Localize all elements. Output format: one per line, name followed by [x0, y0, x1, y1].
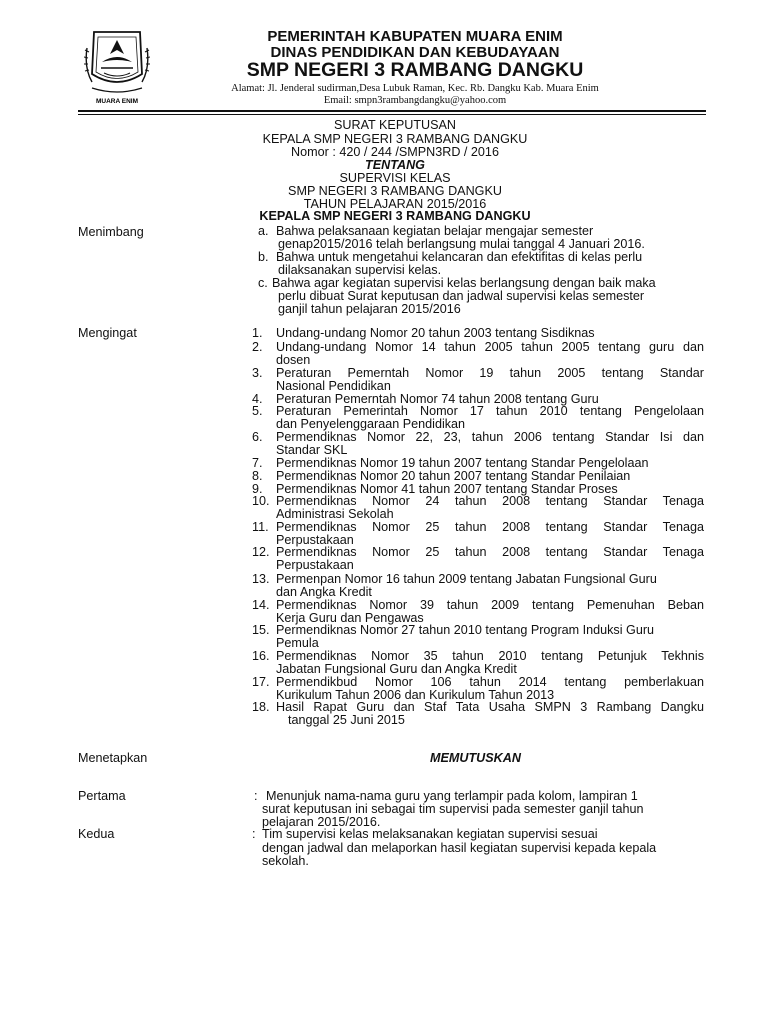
list-item-line: Permendiknas Nomor 41 tahun 2007 tentang Standar Proses — [276, 482, 618, 496]
list-item-number: 18. — [252, 700, 270, 714]
list-item-line: Peraturan Pemerntah Nomor 19 tahun 2005 tentang Standar — [276, 366, 704, 380]
list-item-number: 13. — [252, 572, 270, 586]
list-item-line: Kerja Guru dan Pengawas — [276, 611, 424, 625]
list-item-number: 17. — [252, 675, 270, 689]
kedua-colon: : — [252, 827, 256, 841]
pertama-line: Menunjuk nama-nama guru yang terlampir pada kolom, lampiran 1 — [266, 789, 638, 803]
list-item-number: 1. — [252, 326, 263, 340]
list-item-number: 11. — [252, 520, 269, 534]
list-item-line: Hasil Rapat Guru dan Staf Tata Usaha SMPN 3 Rambang Dangku — [276, 700, 704, 714]
list-item-line: Peraturan Pemerintah Nomor 17 tahun 2010 tentang Pengelolaan — [276, 404, 704, 418]
pertama-colon: : — [254, 789, 258, 803]
list-item-line: dosen — [276, 353, 311, 367]
list-item-number: 15. — [252, 623, 270, 637]
list-item-line: Permendiknas Nomor 22, 23, tahun 2006 tentang Standar Isi dan — [276, 430, 704, 444]
list-item-number: 4. — [252, 392, 263, 406]
kedua-line: dengan jadwal dan melaporkan hasil kegiatan supervisi kepada kepala — [262, 841, 657, 855]
list-item-number: 7. — [252, 456, 263, 470]
list-item-line: Standar SKL — [276, 443, 348, 457]
list-item-number: 10. — [252, 494, 270, 508]
muara-enim-emblem-icon — [84, 28, 150, 108]
decision-heading: MEMUTUSKAN — [430, 751, 521, 765]
list-item-line: dan Penyelenggaraan Pendidikan — [276, 417, 466, 431]
pertama-label: Pertama — [78, 789, 126, 803]
list-item-number: 6. — [252, 430, 263, 444]
list-item-number: 9. — [252, 482, 263, 496]
menimbang-label: Menimbang — [78, 225, 144, 239]
agency-name: DINAS PENDIDIKAN DAN KEBUDAYAAN — [270, 44, 560, 61]
mengingat-label: Mengingat — [78, 326, 137, 340]
kedua-line: Tim supervisi kelas melaksanakan kegiatan supervisi sesuai — [262, 827, 598, 841]
list-item-line: Undang-undang Nomor 20 tahun 2003 tentang Sisdiknas — [276, 326, 595, 340]
list-item-number: b. — [258, 250, 269, 264]
kedua-label: Kedua — [78, 827, 115, 841]
letterhead-rule-thin — [78, 114, 706, 115]
list-item-number: 2. — [252, 340, 263, 354]
logo-caption: MUARA ENIM — [95, 98, 139, 105]
decree-type: SURAT KEPUTUSAN — [334, 118, 456, 132]
list-item-number: 5. — [252, 404, 263, 418]
pertama-line: surat keputusan ini sebagai tim supervisi pada semester ganjil tahun — [262, 802, 644, 816]
school-name: SMP NEGERI 3 RAMBANG DANGKU — [246, 59, 584, 81]
list-item-line: Permendiknas Nomor 20 tahun 2007 tentang Standar Penilaian — [276, 469, 631, 483]
list-item-line: Permendikbud Nomor 106 tahun 2014 tentang pemberlakuan — [276, 675, 704, 689]
list-item-line: tanggal 25 Juni 2015 — [288, 713, 405, 727]
list-item-line: Permendiknas Nomor 25 tahun 2008 tentang Standar Tenaga — [276, 545, 704, 559]
list-item-line: Kurikulum Tahun 2006 dan Kurikulum Tahun 2013 — [276, 688, 555, 702]
list-item-line: Permenpan Nomor 16 tahun 2009 tentang Jabatan Fungsional Guru — [276, 572, 657, 586]
subject-line: SUPERVISI KELAS — [339, 171, 451, 185]
list-item-line: Jabatan Fungsional Guru dan Angka Kredit — [276, 662, 517, 676]
list-item-number: 12. — [252, 545, 270, 559]
list-item-line: Permendiknas Nomor 39 tahun 2009 tentang Pemenuhan Beban — [276, 598, 704, 612]
list-item-line: Bahwa pelaksanaan kegiatan belajar mengajar semester — [276, 224, 594, 238]
list-item-line: Peraturan Pemerntah Nomor 74 tahun 2008 tentang Guru — [276, 392, 599, 406]
list-item-line: Pemula — [276, 636, 319, 650]
pertama-line: pelajaran 2015/2016. — [262, 815, 381, 829]
decree-number: Nomor : 420 / 244 /SMPN3RD / 2016 — [291, 145, 499, 159]
list-item-line: genap2015/2016 telah berlangsung mulai tanggal 4 Januari 2016. — [278, 237, 645, 251]
list-item-line: perlu dibuat Surat keputusan dan jadwal supervisi kelas semester — [278, 289, 645, 303]
kedua-line: sekolah. — [262, 854, 309, 868]
government-name: PEMERINTAH KABUPATEN MUARA ENIM — [267, 28, 563, 45]
list-item-number: a. — [258, 224, 269, 238]
school-address: Alamat: Jl. Jenderal sudirman,Desa Lubuk Raman, Kec. Rb. Dangku Kab. Muara Enim — [231, 83, 599, 94]
list-item-line: Nasional Pendidikan — [276, 379, 391, 393]
list-item-line: Undang-undang Nomor 14 tahun 2005 tahun 2005 tentang guru dan — [276, 340, 704, 354]
list-item-line: Permendiknas Nomor 25 tahun 2008 tentang Standar Tenaga — [276, 520, 704, 534]
list-item-line: Permendiknas Nomor 35 tahun 2010 tentang Petunjuk Tekhnis — [276, 649, 704, 663]
list-item-number: c. — [258, 276, 268, 290]
list-item-line: Perpustakaan — [276, 533, 354, 547]
list-item-line: Permendiknas Nomor 27 tahun 2010 tentang Program Induksi Guru — [276, 623, 655, 637]
list-item-number: 14. — [252, 598, 270, 612]
list-item-line: Permendiknas Nomor 19 tahun 2007 tentang Standar Pengelolaan — [276, 456, 649, 470]
decree-authority: KEPALA SMP NEGERI 3 RAMBANG DANGKU — [259, 209, 531, 223]
list-item-number: 8. — [252, 469, 263, 483]
letterhead — [0, 0, 768, 118]
subject-school: SMP NEGERI 3 RAMBANG DANGKU — [288, 184, 502, 198]
issuer: KEPALA SMP NEGERI 3 RAMBANG DANGKU — [262, 132, 528, 146]
list-item-number: 16. — [252, 649, 270, 663]
list-item-number: 3. — [252, 366, 263, 380]
menetapkan-label: Menetapkan — [78, 751, 148, 765]
subject-year: TAHUN PELAJARAN 2015/2016 — [303, 197, 487, 211]
letterhead-rule-thick — [78, 110, 706, 112]
list-item-line: Perpustakaan — [276, 558, 354, 572]
list-item-line: Permendiknas Nomor 24 tahun 2008 tentang Standar Tenaga — [276, 494, 704, 508]
about-heading: TENTANG — [365, 158, 425, 172]
school-email: Email: smpn3rambangdangku@yahoo.com — [323, 95, 507, 106]
list-item-line: Bahwa untuk mengetahui kelancaran dan efektifitas di kelas perlu — [276, 250, 643, 264]
list-item-line: Bahwa agar kegiatan supervisi kelas berlangsung dengan baik maka — [272, 276, 656, 290]
list-item-line: ganjil tahun pelajaran 2015/2016 — [278, 302, 461, 316]
list-item-line: Administrasi Sekolah — [276, 507, 394, 521]
list-item-line: dilaksanakan supervisi kelas. — [278, 263, 442, 277]
list-item-line: dan Angka Kredit — [276, 585, 372, 599]
